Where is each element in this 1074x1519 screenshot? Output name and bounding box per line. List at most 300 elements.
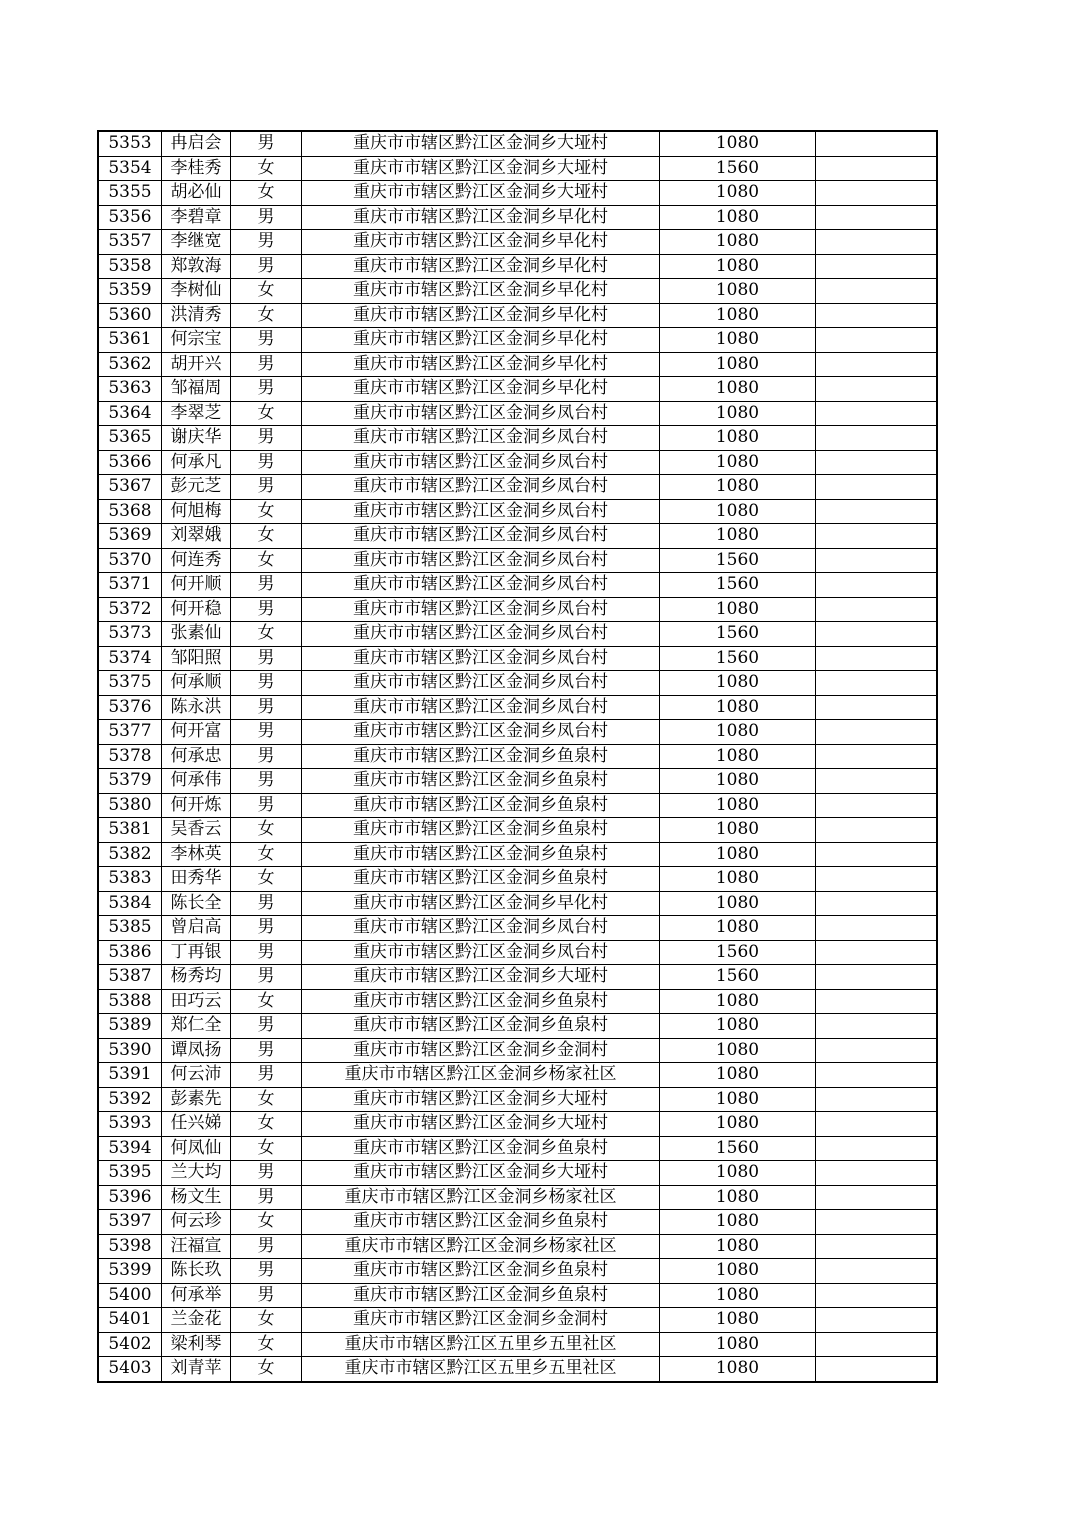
gender-cell: 男 [231,671,302,696]
id-cell: 5397 [98,1210,162,1235]
id-cell: 5371 [98,573,162,598]
id-cell: 5384 [98,891,162,916]
gender-cell: 男 [231,254,302,279]
amount-cell: 1080 [660,1038,816,1063]
note-cell [816,989,938,1014]
name-cell: 田秀华 [162,867,231,892]
gender-cell: 女 [231,524,302,549]
note-cell [816,793,938,818]
note-cell [816,1185,938,1210]
note-cell [816,1087,938,1112]
gender-cell: 女 [231,279,302,304]
name-cell: 吴香云 [162,818,231,843]
note-cell [816,965,938,990]
id-cell: 5369 [98,524,162,549]
id-cell: 5380 [98,793,162,818]
id-cell: 5378 [98,744,162,769]
gender-cell: 女 [231,1332,302,1357]
amount-cell: 1080 [660,230,816,255]
note-cell [816,475,938,500]
amount-cell: 1560 [660,573,816,598]
name-cell: 何云珍 [162,1210,231,1235]
table-row [98,867,937,892]
id-cell: 5354 [98,156,162,181]
note-cell [816,1259,938,1284]
gender-cell: 男 [231,426,302,451]
amount-cell: 1080 [660,1014,816,1039]
address-cell: 重庆市市辖区黔江区金洞乡早化村 [302,254,660,279]
name-cell: 陈长全 [162,891,231,916]
name-cell: 兰金花 [162,1308,231,1333]
gender-cell: 女 [231,499,302,524]
gender-cell: 男 [231,205,302,230]
id-cell: 5377 [98,720,162,745]
amount-cell: 1080 [660,720,816,745]
table-row [98,1308,937,1333]
gender-cell: 男 [231,1234,302,1259]
id-cell: 5403 [98,1357,162,1382]
address-cell: 重庆市市辖区黔江区金洞乡金洞村 [302,1308,660,1333]
address-cell: 重庆市市辖区黔江区金洞乡凤台村 [302,548,660,573]
name-cell: 洪清秀 [162,303,231,328]
gender-cell: 女 [231,989,302,1014]
id-cell: 5365 [98,426,162,451]
address-cell: 重庆市市辖区黔江区金洞乡大垭村 [302,1112,660,1137]
id-cell: 5373 [98,622,162,647]
amount-cell: 1080 [660,891,816,916]
id-cell: 5382 [98,842,162,867]
note-cell [816,891,938,916]
name-cell: 何云沛 [162,1063,231,1088]
address-cell: 重庆市市辖区黔江区金洞乡鱼泉村 [302,1136,660,1161]
note-cell [816,328,938,353]
gender-cell: 女 [231,1210,302,1235]
amount-cell: 1080 [660,842,816,867]
note-cell [816,695,938,720]
name-cell: 何开稳 [162,597,231,622]
gender-cell: 男 [231,769,302,794]
id-cell: 5362 [98,352,162,377]
id-cell: 5399 [98,1259,162,1284]
gender-cell: 男 [231,1185,302,1210]
address-cell: 重庆市市辖区黔江区金洞乡早化村 [302,230,660,255]
table-row [98,720,937,745]
id-cell: 5356 [98,205,162,230]
amount-cell: 1080 [660,793,816,818]
name-cell: 任兴娣 [162,1112,231,1137]
name-cell: 郑敦海 [162,254,231,279]
amount-cell: 1080 [660,1185,816,1210]
name-cell: 李林英 [162,842,231,867]
amount-cell: 1080 [660,1063,816,1088]
gender-cell: 男 [231,793,302,818]
gender-cell: 男 [231,744,302,769]
gender-cell: 男 [231,450,302,475]
address-cell: 重庆市市辖区黔江区五里乡五里社区 [302,1357,660,1382]
table-row [98,793,937,818]
name-cell: 彭元芝 [162,475,231,500]
address-cell: 重庆市市辖区黔江区金洞乡鱼泉村 [302,769,660,794]
gender-cell: 男 [231,940,302,965]
amount-cell: 1560 [660,156,816,181]
amount-cell: 1080 [660,695,816,720]
gender-cell: 女 [231,401,302,426]
name-cell: 陈永洪 [162,695,231,720]
amount-cell: 1080 [660,769,816,794]
address-cell: 重庆市市辖区黔江区金洞乡金洞村 [302,1038,660,1063]
note-cell [816,279,938,304]
address-cell: 重庆市市辖区黔江区金洞乡杨家社区 [302,1234,660,1259]
amount-cell: 1080 [660,1332,816,1357]
table-row [98,1283,937,1308]
table-row [98,1259,937,1284]
name-cell: 杨秀均 [162,965,231,990]
address-cell: 重庆市市辖区黔江区金洞乡早化村 [302,279,660,304]
table-row [98,548,937,573]
table-row [98,377,937,402]
name-cell: 何承顺 [162,671,231,696]
name-cell: 刘翠娥 [162,524,231,549]
amount-cell: 1080 [660,328,816,353]
id-cell: 5364 [98,401,162,426]
amount-cell: 1080 [660,1161,816,1186]
name-cell: 何开富 [162,720,231,745]
table-row [98,622,937,647]
name-cell: 冉启会 [162,131,231,156]
address-cell: 重庆市市辖区黔江区金洞乡早化村 [302,377,660,402]
address-cell: 重庆市市辖区黔江区金洞乡凤台村 [302,401,660,426]
table-row [98,181,937,206]
name-cell: 李继宽 [162,230,231,255]
note-cell [816,573,938,598]
id-cell: 5381 [98,818,162,843]
amount-cell: 1080 [660,1259,816,1284]
name-cell: 何连秀 [162,548,231,573]
gender-cell: 女 [231,622,302,647]
note-cell [816,450,938,475]
amount-cell: 1080 [660,401,816,426]
amount-cell: 1080 [660,818,816,843]
note-cell [816,426,938,451]
address-cell: 重庆市市辖区黔江区金洞乡凤台村 [302,426,660,451]
name-cell: 刘青苹 [162,1357,231,1382]
name-cell: 谢庆华 [162,426,231,451]
name-cell: 何承凡 [162,450,231,475]
table-row [98,1357,937,1382]
amount-cell: 1080 [660,597,816,622]
table-row [98,328,937,353]
amount-cell: 1080 [660,205,816,230]
amount-cell: 1080 [660,254,816,279]
id-cell: 5358 [98,254,162,279]
table-row [98,989,937,1014]
amount-cell: 1080 [660,377,816,402]
gender-cell: 男 [231,916,302,941]
table-row [98,524,937,549]
table-row [98,279,937,304]
table-row [98,1185,937,1210]
name-cell: 何承伟 [162,769,231,794]
amount-cell: 1560 [660,965,816,990]
gender-cell: 男 [231,1283,302,1308]
id-cell: 5379 [98,769,162,794]
address-cell: 重庆市市辖区黔江区金洞乡大垭村 [302,131,660,156]
table-row [98,1014,937,1039]
id-cell: 5385 [98,916,162,941]
address-cell: 重庆市市辖区黔江区金洞乡凤台村 [302,597,660,622]
note-cell [816,1332,938,1357]
table-row [98,475,937,500]
name-cell: 何宗宝 [162,328,231,353]
gender-cell: 男 [231,720,302,745]
note-cell [816,818,938,843]
note-cell [816,842,938,867]
name-cell: 汪福宣 [162,1234,231,1259]
gender-cell: 女 [231,303,302,328]
amount-cell: 1080 [660,744,816,769]
address-cell: 重庆市市辖区黔江区金洞乡早化村 [302,328,660,353]
name-cell: 何凤仙 [162,1136,231,1161]
id-cell: 5361 [98,328,162,353]
amount-cell: 1080 [660,279,816,304]
name-cell: 邹阳照 [162,646,231,671]
table-row [98,891,937,916]
id-cell: 5387 [98,965,162,990]
note-cell [816,156,938,181]
gender-cell: 女 [231,1308,302,1333]
address-cell: 重庆市市辖区黔江区金洞乡大垭村 [302,1087,660,1112]
note-cell [816,499,938,524]
table-row [98,573,937,598]
amount-cell: 1080 [660,303,816,328]
note-cell [816,622,938,647]
note-cell [816,181,938,206]
id-cell: 5401 [98,1308,162,1333]
gender-cell: 男 [231,646,302,671]
address-cell: 重庆市市辖区黔江区金洞乡凤台村 [302,475,660,500]
address-cell: 重庆市市辖区黔江区金洞乡凤台村 [302,940,660,965]
id-cell: 5396 [98,1185,162,1210]
note-cell [816,254,938,279]
note-cell [816,1210,938,1235]
note-cell [816,548,938,573]
table-row [98,254,937,279]
id-cell: 5376 [98,695,162,720]
name-cell: 杨文生 [162,1185,231,1210]
name-cell: 李桂秀 [162,156,231,181]
table-row [98,842,937,867]
id-cell: 5402 [98,1332,162,1357]
amount-cell: 1560 [660,548,816,573]
gender-cell: 男 [231,352,302,377]
address-cell: 重庆市市辖区黔江区金洞乡鱼泉村 [302,793,660,818]
id-cell: 5360 [98,303,162,328]
address-cell: 重庆市市辖区黔江区金洞乡凤台村 [302,622,660,647]
id-cell: 5386 [98,940,162,965]
gender-cell: 女 [231,1087,302,1112]
note-cell [816,1308,938,1333]
table-row [98,352,937,377]
table-row [98,1161,937,1186]
address-cell: 重庆市市辖区黔江区金洞乡凤台村 [302,450,660,475]
name-cell: 何承忠 [162,744,231,769]
amount-cell: 1080 [660,352,816,377]
gender-cell: 男 [231,695,302,720]
name-cell: 邹福周 [162,377,231,402]
gender-cell: 男 [231,1014,302,1039]
gender-cell: 男 [231,1259,302,1284]
note-cell [816,1136,938,1161]
address-cell: 重庆市市辖区黔江区金洞乡大垭村 [302,965,660,990]
id-cell: 5355 [98,181,162,206]
address-cell: 重庆市市辖区黔江区金洞乡鱼泉村 [302,867,660,892]
id-cell: 5389 [98,1014,162,1039]
address-cell: 重庆市市辖区黔江区金洞乡大垭村 [302,1161,660,1186]
data-table [97,130,938,1383]
gender-cell: 女 [231,1112,302,1137]
address-cell: 重庆市市辖区黔江区金洞乡凤台村 [302,720,660,745]
name-cell: 李翠芝 [162,401,231,426]
note-cell [816,303,938,328]
name-cell: 李碧章 [162,205,231,230]
note-cell [816,401,938,426]
name-cell: 何开炼 [162,793,231,818]
id-cell: 5368 [98,499,162,524]
id-cell: 5370 [98,548,162,573]
amount-cell: 1080 [660,1112,816,1137]
address-cell: 重庆市市辖区黔江区金洞乡早化村 [302,352,660,377]
amount-cell: 1080 [660,671,816,696]
id-cell: 5395 [98,1161,162,1186]
note-cell [816,646,938,671]
gender-cell: 女 [231,548,302,573]
note-cell [816,1038,938,1063]
amount-cell: 1080 [660,989,816,1014]
amount-cell: 1080 [660,1283,816,1308]
gender-cell: 男 [231,891,302,916]
table-row [98,1063,937,1088]
table-row [98,131,937,156]
id-cell: 5400 [98,1283,162,1308]
name-cell: 丁再银 [162,940,231,965]
name-cell: 梁利琴 [162,1332,231,1357]
table-row [98,769,937,794]
note-cell [816,205,938,230]
gender-cell: 女 [231,181,302,206]
name-cell: 何承举 [162,1283,231,1308]
gender-cell: 男 [231,573,302,598]
address-cell: 重庆市市辖区黔江区金洞乡鱼泉村 [302,818,660,843]
amount-cell: 1080 [660,499,816,524]
name-cell: 胡必仙 [162,181,231,206]
note-cell [816,1161,938,1186]
id-cell: 5394 [98,1136,162,1161]
gender-cell: 男 [231,131,302,156]
name-cell: 何开顺 [162,573,231,598]
note-cell [816,1014,938,1039]
address-cell: 重庆市市辖区黔江区金洞乡早化村 [302,303,660,328]
address-cell: 重庆市市辖区黔江区金洞乡早化村 [302,891,660,916]
note-cell [816,1283,938,1308]
gender-cell: 女 [231,1136,302,1161]
note-cell [816,671,938,696]
id-cell: 5372 [98,597,162,622]
note-cell [816,940,938,965]
gender-cell: 女 [231,842,302,867]
gender-cell: 男 [231,328,302,353]
amount-cell: 1080 [660,867,816,892]
address-cell: 重庆市市辖区黔江区金洞乡鱼泉村 [302,1283,660,1308]
note-cell [816,524,938,549]
table-row [98,646,937,671]
address-cell: 重庆市市辖区黔江区金洞乡凤台村 [302,499,660,524]
note-cell [816,867,938,892]
table-row [98,1332,937,1357]
note-cell [816,916,938,941]
amount-cell: 1560 [660,622,816,647]
address-cell: 重庆市市辖区黔江区金洞乡鱼泉村 [302,1014,660,1039]
id-cell: 5367 [98,475,162,500]
gender-cell: 男 [231,965,302,990]
name-cell: 张素仙 [162,622,231,647]
amount-cell: 1080 [660,1210,816,1235]
table-row [98,205,937,230]
table-row [98,450,937,475]
gender-cell: 女 [231,867,302,892]
table-row [98,1210,937,1235]
name-cell: 何旭梅 [162,499,231,524]
id-cell: 5357 [98,230,162,255]
note-cell [816,1234,938,1259]
id-cell: 5392 [98,1087,162,1112]
address-cell: 重庆市市辖区黔江区金洞乡凤台村 [302,573,660,598]
gender-cell: 男 [231,230,302,255]
id-cell: 5363 [98,377,162,402]
address-cell: 重庆市市辖区黔江区金洞乡大垭村 [302,181,660,206]
id-cell: 5366 [98,450,162,475]
gender-cell: 男 [231,597,302,622]
name-cell: 胡开兴 [162,352,231,377]
address-cell: 重庆市市辖区黔江区金洞乡早化村 [302,205,660,230]
amount-cell: 1080 [660,450,816,475]
address-cell: 重庆市市辖区黔江区金洞乡凤台村 [302,671,660,696]
id-cell: 5375 [98,671,162,696]
address-cell: 重庆市市辖区黔江区金洞乡鱼泉村 [302,1259,660,1284]
table-row [98,744,937,769]
table-row [98,1087,937,1112]
table-row [98,499,937,524]
name-cell: 田巧云 [162,989,231,1014]
table-row [98,597,937,622]
note-cell [816,131,938,156]
id-cell: 5388 [98,989,162,1014]
note-cell [816,230,938,255]
amount-cell: 1080 [660,131,816,156]
table-row [98,401,937,426]
table-row [98,695,937,720]
table-row [98,1136,937,1161]
gender-cell: 男 [231,475,302,500]
note-cell [816,720,938,745]
id-cell: 5359 [98,279,162,304]
address-cell: 重庆市市辖区黔江区金洞乡鱼泉村 [302,744,660,769]
address-cell: 重庆市市辖区黔江区金洞乡杨家社区 [302,1185,660,1210]
amount-cell: 1560 [660,940,816,965]
address-cell: 重庆市市辖区黔江区金洞乡大垭村 [302,156,660,181]
name-cell: 曾启高 [162,916,231,941]
amount-cell: 1080 [660,1357,816,1382]
note-cell [816,597,938,622]
